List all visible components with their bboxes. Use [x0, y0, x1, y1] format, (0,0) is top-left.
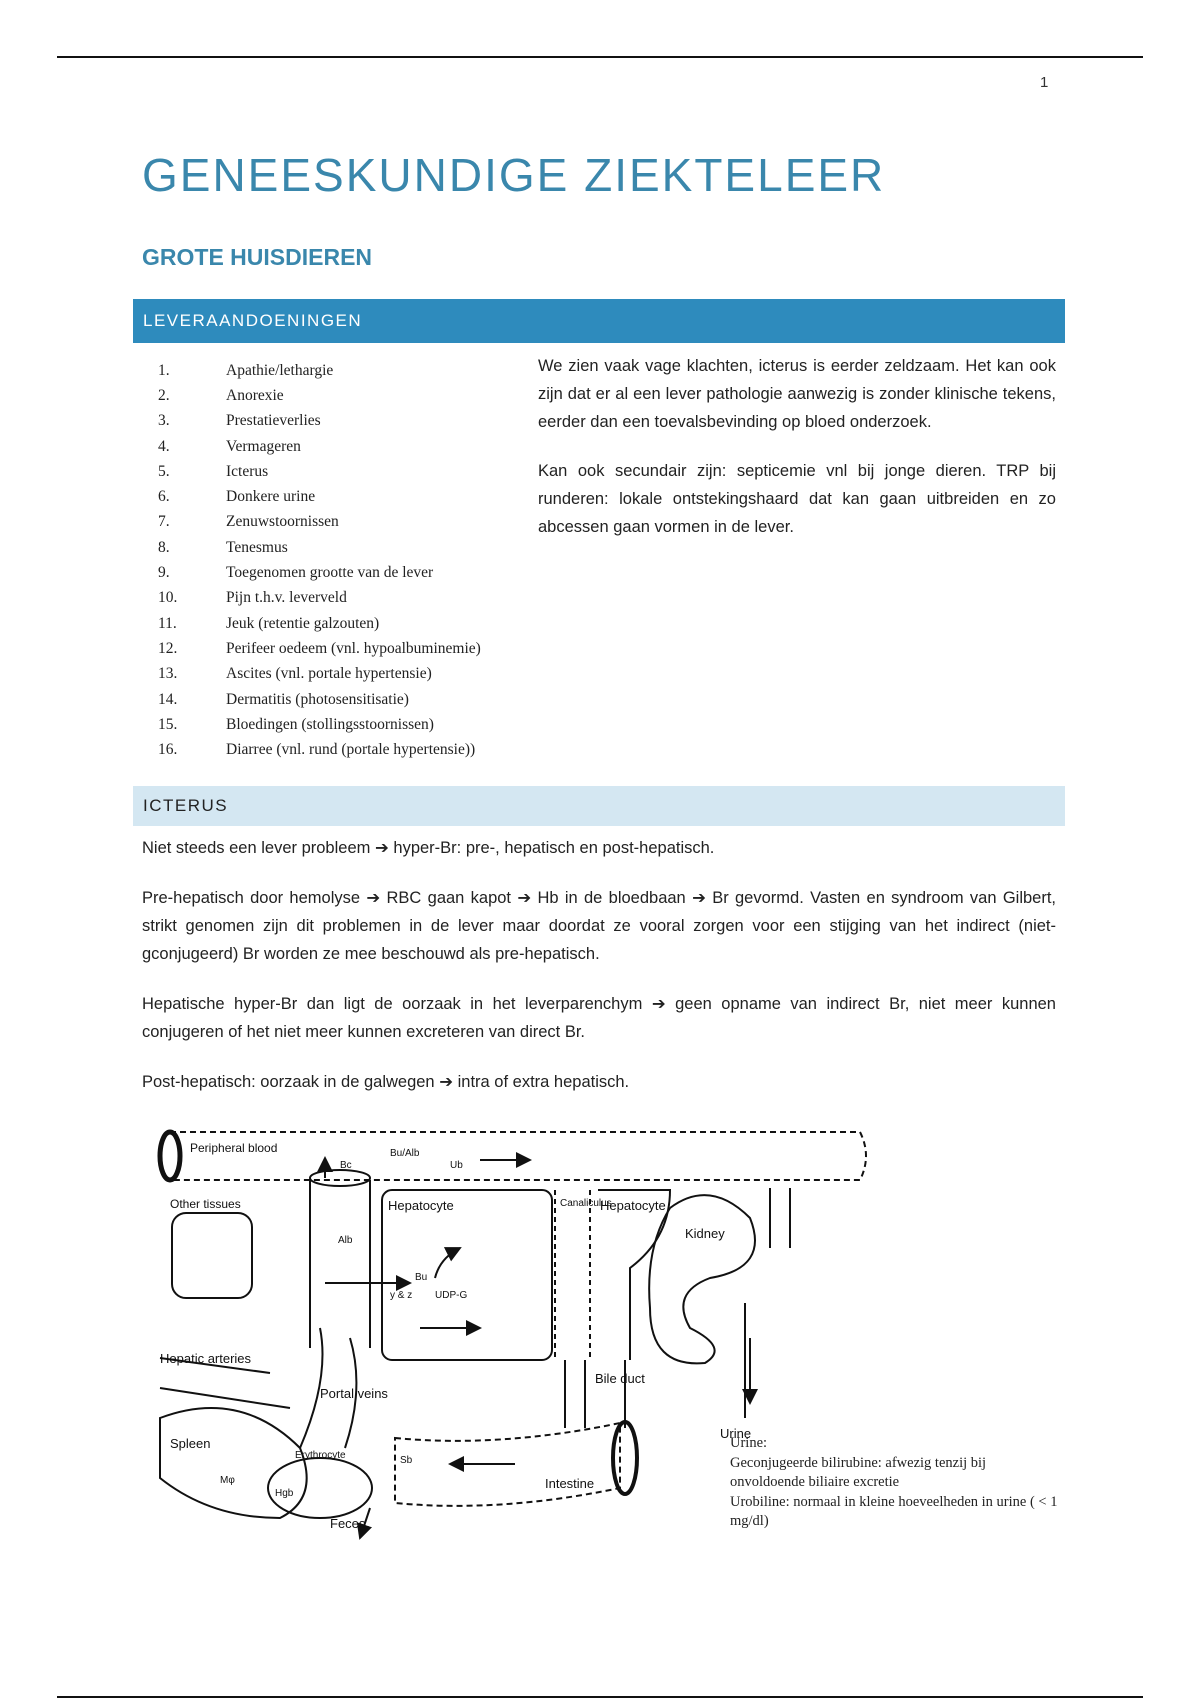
- arrow-icon: ➔: [692, 889, 706, 907]
- label-hepatic-arteries: Hepatic arteries: [160, 1351, 252, 1366]
- label-urine: Urine: [720, 1426, 752, 1441]
- label-hepatocyte: Hepatocyte: [388, 1198, 454, 1213]
- liver-intro-text: [538, 352, 1056, 562]
- paragraph: We zien vaak vage klachten, icterus is eerder zeldzaam. Het kan ook zijn dat er al een lever pathologie aanwezig is zonder klinische tekens, eerder dan een toevalsbevinding op bloed onderzoek.: [538, 357, 1056, 431]
- arrow-icon: ➔: [517, 889, 532, 907]
- label-alb: Alb: [338, 1235, 353, 1246]
- list-item: 8. Tenesmus: [158, 538, 288, 556]
- label-bu: Bu: [415, 1272, 428, 1283]
- label-hepatocyte: Hepatocyte: [600, 1198, 666, 1213]
- label-y-z: y & z: [390, 1290, 413, 1301]
- list-item: 13. Ascites (vnl. portale hypertensie): [158, 665, 432, 683]
- list-item: 16. Diarree (vnl. rund (portale hypertensie)): [158, 741, 476, 759]
- label-feces: Feces: [330, 1516, 366, 1531]
- list-item: 7. Zenuwstoornissen: [158, 513, 339, 531]
- arrow-icon: ➔: [439, 1073, 454, 1091]
- arrow-icon: ➔: [374, 839, 389, 857]
- list-item: 15. Bloedingen (stollingsstoornissen): [158, 715, 434, 733]
- paragraph: Pre-hepatisch door hemolyse ➔ RBC gaan kapot ➔ Hb in de bloedbaan ➔ Br gevormd. Vasten en syndroom van Gilbert, strikt genomen zijn dit problemen in de lever maar doordat ze vooral zorgen voor een stijging van het indirect (niet-gconjugeerd) Br worden ze mee beschouwd als pre-hepatisch.: [142, 889, 1057, 963]
- label-mp: Mφ: [220, 1475, 235, 1486]
- arrow-icon: ➔: [651, 995, 666, 1013]
- section-heading-liver: LEVERAANDOENINGEN: [133, 299, 1065, 343]
- section-heading-icterus: ICTERUS: [133, 786, 1065, 826]
- label-hgb: Hgb: [275, 1488, 294, 1499]
- label-bile-duct: Bile duct: [595, 1371, 645, 1386]
- label-bc: Bc: [340, 1160, 352, 1171]
- list-item: 3. Prestatieverlies: [158, 412, 321, 430]
- icterus-text: [142, 834, 1056, 1118]
- label-udp-g: UDP-G: [435, 1290, 468, 1301]
- bilirubin-metabolism-diagram: [150, 1118, 1080, 1638]
- page-number: 1: [1040, 74, 1049, 91]
- list-item: 5. Icterus: [158, 462, 269, 480]
- paragraph: Kan ook secundair zijn: septicemie vnl bij jonge dieren. TRP bij runderen: lokale ontstekingshaard dat kan gaan uitbreiden en zo abcessen gaan vormen in de lever.: [538, 462, 1056, 536]
- document-subtitle: GROTE HUISDIEREN: [142, 244, 373, 270]
- paragraph: Post-hepatisch: oorzaak in de galwegen ➔ intra of extra hepatisch.: [142, 1073, 630, 1091]
- list-item: 6. Donkere urine: [158, 488, 316, 506]
- label-portal-veins: Portal veins: [320, 1386, 388, 1401]
- list-item: 9. Toegenomen grootte van de lever: [158, 564, 434, 582]
- arrow-icon: ➔: [366, 889, 381, 907]
- label-intestine: Intestine: [545, 1476, 595, 1491]
- label-peripheral-blood: Peripheral blood: [190, 1141, 278, 1155]
- paragraph: Hepatische hyper-Br dan ligt de oorzaak in het leverparenchym ➔ geen opname van indirect Br, niet meer kunnen conjugeren of het niet meer kunnen excreteren van direct Br.: [142, 995, 1056, 1041]
- label-erythrocyte: Erythrocyte: [295, 1450, 346, 1461]
- label-kidney: Kidney: [685, 1226, 725, 1241]
- label-bu-alb: Bu/Alb: [390, 1148, 420, 1159]
- paragraph: Niet steeds een lever probleem ➔ hyper-Br: pre-, hepatisch en post-hepatisch.: [142, 839, 715, 857]
- list-item: 12. Perifeer oedeem (vnl. hypoalbuminemie): [158, 639, 481, 657]
- list-item: 4. Vermageren: [158, 437, 301, 455]
- label-spleen: Spleen: [170, 1436, 211, 1451]
- label-ub: Ub: [450, 1160, 463, 1171]
- footer-rule: [57, 1696, 1143, 1698]
- document-title: GENEESKUNDIGE ZIEKTELEER: [142, 149, 886, 201]
- list-item: 14. Dermatitis (photosensitisatie): [158, 690, 409, 708]
- symptom-list: [158, 358, 528, 763]
- label-canaliculus: Canaliculus: [560, 1198, 612, 1209]
- label-sb: Sb: [400, 1455, 413, 1466]
- list-item: 11. Jeuk (retentie galzouten): [158, 614, 380, 632]
- list-item: 1. Apathie/lethargie: [158, 361, 334, 379]
- urine-note: Urine: Geconjugeerde bilirubine: afwezig tenzij bij onvoldoende biliaire excretie Urobiline: normaal in kleine hoeveelheden in urine ( < 1 mg/dl): [730, 1435, 1058, 1529]
- label-other-tissues: Other tissues: [170, 1197, 241, 1211]
- list-item: 10. Pijn t.h.v. leverveld: [158, 589, 347, 607]
- header-rule: [57, 56, 1143, 58]
- list-item: 2. Anorexie: [158, 386, 284, 404]
